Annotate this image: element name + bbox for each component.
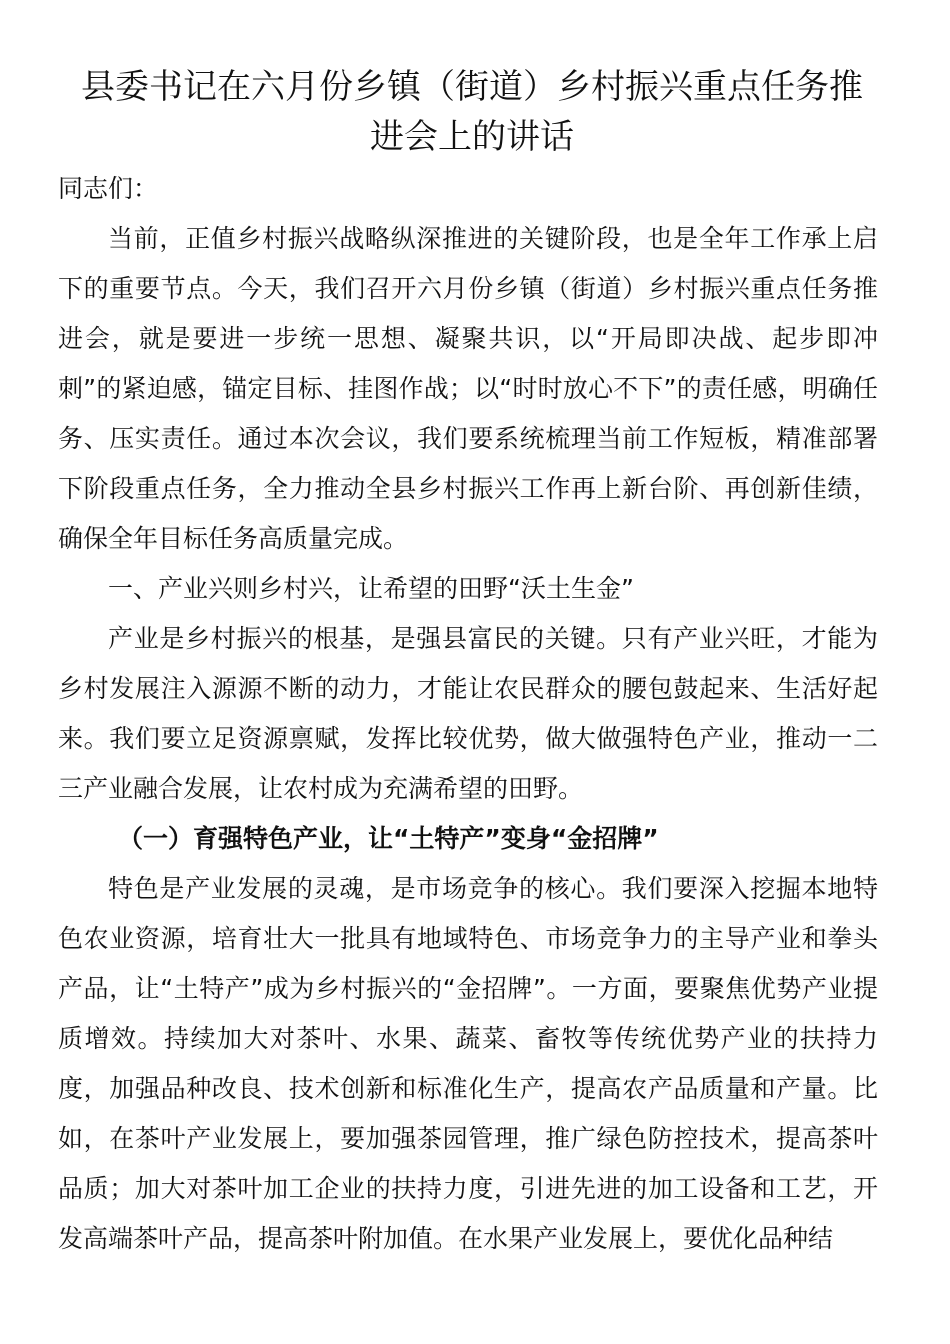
subsection-1-heading: （一）育强特色产业，让“土特产”变身“金招牌” (118, 824, 659, 853)
document-title: 县委书记在六月份乡镇（街道）乡村振兴重点任务推进会上的讲话 (81, 67, 863, 157)
intro-paragraph: 当前，正值乡村振兴战略纵深推进的关键阶段，也是全年工作承上启下的重要节点。今天，我们召开六月份乡镇（街道）乡村振兴重点任务推进会，就是要进一步统一思想、凝聚共识，以“开局即决战、起步即冲刺”的紧迫感，锚定目标、挂图作战；以“时时放心不下”的责任感，明确任务、压实责任。通过本次会议，我们要系统梳理当前工作短板，精准部署下阶段重点任务，全力推动全县乡村振兴工作再上新台阶、再创新佳绩，确保全年目标任务高质量完成。 (58, 224, 878, 553)
subsection-1-paragraph: 特色是产业发展的灵魂，是市场竞争的核心。我们要深入挖掘本地特色农业资源，培育壮大一批具有地域特色、市场竞争力的主导产业和拳头产品，让“土特产”成为乡村振兴的“金招牌”。一方面，要聚焦优势产业提质增效。持续加大对茶叶、水果、蔬菜、畜牧等传统优势产业的扶持力度，加强品种改良、技术创新和标准化生产，提高农产品质量和产量。比如，在茶叶产业发展上，要加强茶园管理，推广绿色防控技术，提高茶叶品质；加大对茶叶加工企业的扶持力度，引进先进的加工设备和工艺，开发高端茶叶产品，提高茶叶附加值。在水果产业发展上，要优化品种结 (58, 874, 878, 1253)
section-1-heading: 一、产业兴则乡村兴，让希望的田野“沃土生金” (108, 574, 634, 603)
section-1-paragraph: 产业是乡村振兴的根基，是强县富民的关键。只有产业兴旺，才能为乡村发展注入源源不断的动力，才能让农民群众的腰包鼓起来、生活好起来。我们要立足资源禀赋，发挥比较优势，做大做强特色产业，推动一二三产业融合发展，让农村成为充满希望的田野。 (58, 624, 878, 803)
greeting: 同志们： (58, 174, 159, 203)
